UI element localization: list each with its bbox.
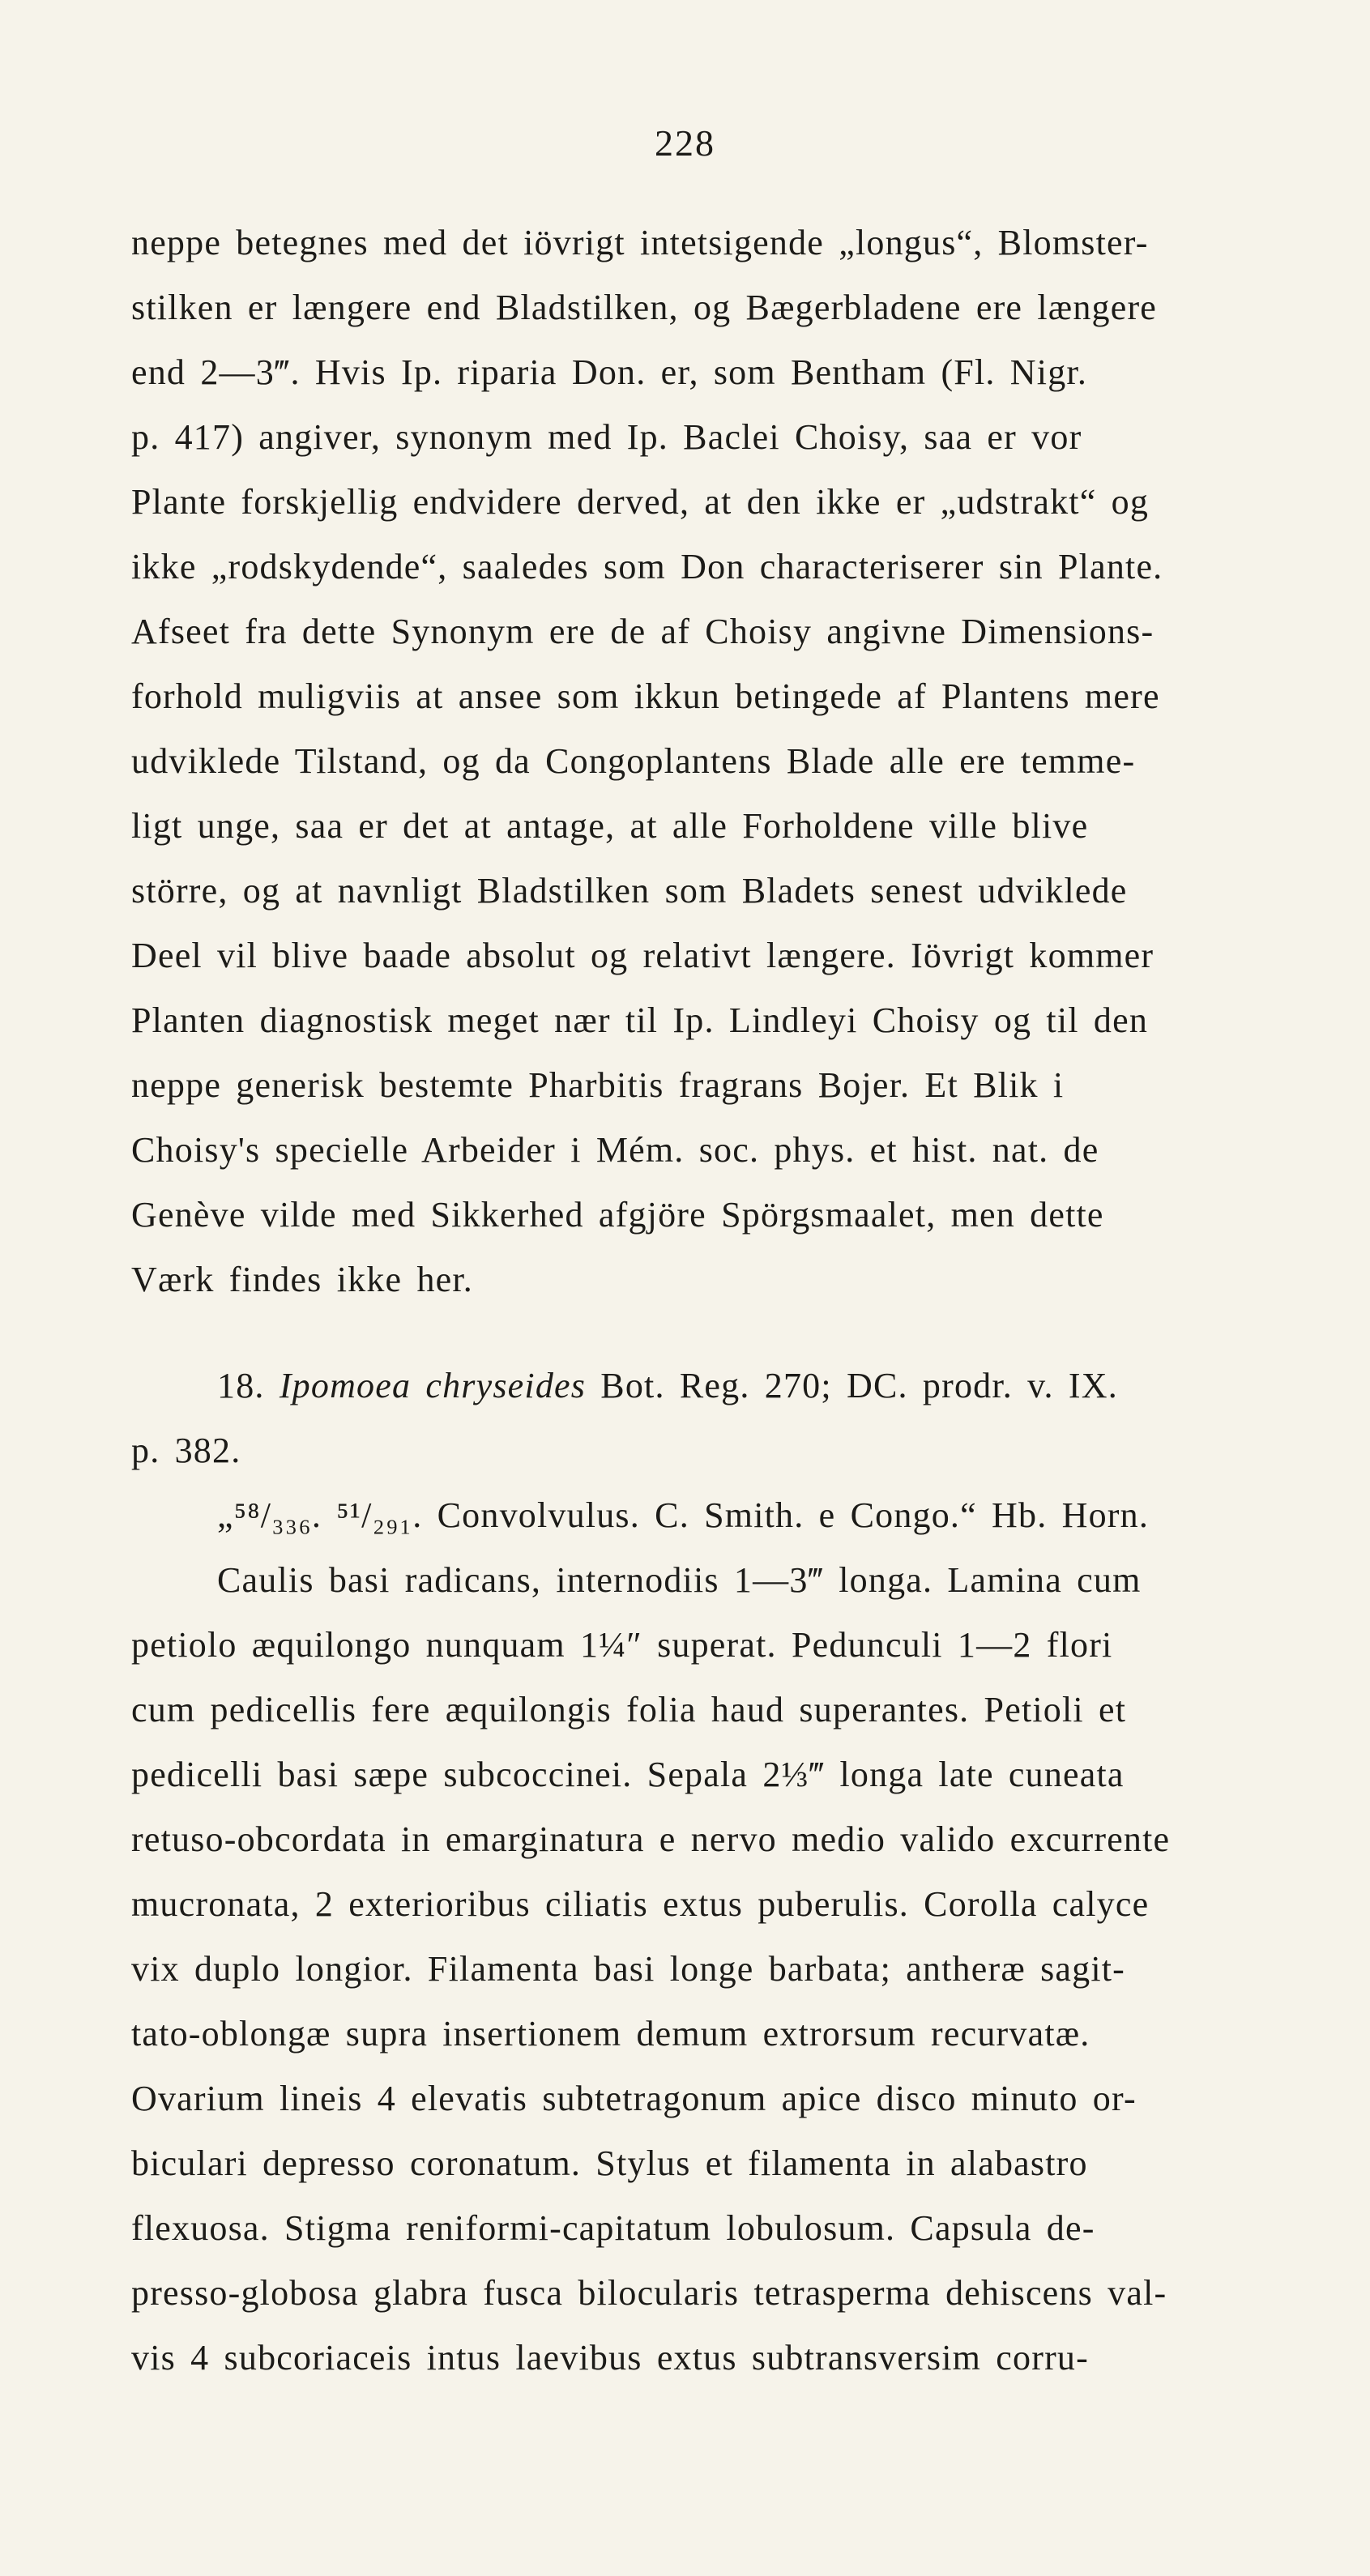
text-line: petiolo æquilongo nunquam 1¼″ superat. Pedunculi 1—2 flori	[131, 1625, 1113, 1665]
text-line: ikke „rodskydende“, saaledes som Don characteriserer sin Plante.	[131, 547, 1163, 586]
text-line: Planten diagnostisk meget nær til Ip. Lindleyi Choisy og til den	[131, 1000, 1149, 1040]
page-number: 228	[655, 122, 715, 164]
text-line: udviklede Tilstand, og da Congoplantens Blade alle ere temme-	[131, 741, 1136, 781]
text-line: Genève vilde med Sikkerhed afgjöre Spörgsmaalet, men dette	[131, 1195, 1104, 1235]
text-line: Caulis basi radicans, internodiis 1—3‴ longa. Lamina cum	[217, 1560, 1142, 1600]
text-line: vix duplo longior. Filamenta basi longe barbata; antheræ sagit-	[131, 1949, 1126, 1989]
text-line: Choisy's specielle Arbeider i Mém. soc. phys. et hist. nat. de	[131, 1130, 1099, 1170]
text-line: neppe generisk bestemte Pharbitis fragrans Bojer. Et Blik i	[131, 1065, 1065, 1105]
text-line: neppe betegnes med det iövrigt intetsigende „longus“, Blomster-	[131, 223, 1149, 262]
species-reference: Bot. Reg. 270; DC. prodr. v. IX.	[600, 1366, 1118, 1405]
text-line: ligt unge, saa er det at antage, at alle Forholdene ville blive	[131, 806, 1089, 846]
text-line: presso-globosa glabra fusca bilocularis tetrasperma dehiscens val-	[131, 2273, 1167, 2313]
text-line: Plante forskjellig endvidere derved, at den ikke er „udstrakt“ og	[131, 482, 1150, 522]
species-reference-continued: p. 382.	[131, 1431, 241, 1470]
text-line: mucronata, 2 exterioribus ciliatis extus puberulis. Corolla calyce	[131, 1884, 1150, 1924]
text-line: retuso-obcordata in emarginatura e nervo medio valido excurrente	[131, 1819, 1171, 1859]
text-line: forhold muligviis at ansee som ikkun betingede af Plantens mere	[131, 676, 1160, 716]
text-line: stilken er længere end Bladstilken, og Bægerbladene ere længere	[131, 288, 1158, 327]
species-name: Ipomoea chryseides	[279, 1366, 587, 1405]
text-line: Afseet fra dette Synonym ere de af Choisy angivne Dimensions-	[131, 612, 1154, 651]
species-entry-heading	[217, 1363, 1359, 1409]
text-line: Værk findes ikke her.	[131, 1260, 474, 1299]
specimen-citation: „⁵⁸/₃₃₆. ⁵¹/₂₉₁. Convolvulus. C. Smith. e Congo.“ Hb. Horn.	[217, 1495, 1150, 1535]
text-line: Deel vil blive baade absolut og relativt længere. Iövrigt kommer	[131, 936, 1154, 975]
text-line: p. 417) angiver, synonym med Ip. Baclei Choisy, saa er vor	[131, 417, 1082, 457]
text-line: vis 4 subcoriaceis intus laevibus extus subtransversim corru-	[131, 2338, 1089, 2378]
entry-number: 18.	[217, 1366, 265, 1405]
text-line: cum pedicellis fere æquilongis folia haud superantes. Petioli et	[131, 1690, 1127, 1729]
text-line: Ovarium lineis 4 elevatis subtetragonum apice disco minuto or-	[131, 2079, 1137, 2118]
text-line: biculari depresso coronatum. Stylus et filamenta in alabastro	[131, 2143, 1088, 2183]
text-line: flexuosa. Stigma reniformi-capitatum lobulosum. Capsula de-	[131, 2208, 1095, 2248]
text-line: större, og at navnligt Bladstilken som Bladets senest udviklede	[131, 871, 1128, 911]
text-line: pedicelli basi sæpe subcoccinei. Sepala 2⅓‴ longa late cuneata	[131, 1755, 1125, 1794]
text-line: end 2—3‴. Hvis Ip. riparia Don. er, som Bentham (Fl. Nigr.	[131, 352, 1088, 392]
text-line: tato-oblongæ supra insertionem demum extrorsum recurvatæ.	[131, 2014, 1090, 2054]
